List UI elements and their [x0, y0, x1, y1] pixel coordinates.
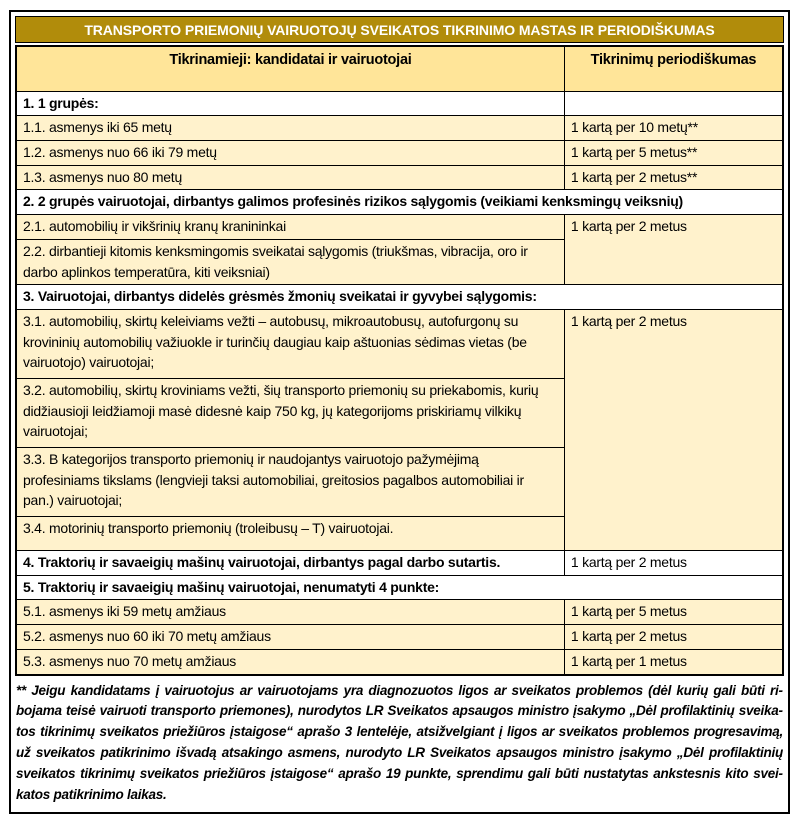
period-cell-1-3: 1 kartą per 2 metus** — [564, 165, 783, 190]
table-title: TRANSPORTO PRIEMONIŲ VAIRUOTOJŲ SVEIKATOS TIKRINIMO MASTAS IR PERIODIŠKUMAS — [15, 16, 784, 43]
label-cell-2-1: 2.1. automobilių ir vikšrinių kranų kranininkai — [16, 215, 564, 240]
period-cell-5-3: 1 kartą per 1 metus — [564, 649, 783, 674]
health-check-table — [15, 45, 784, 676]
label-cell-3-1: 3.1. automobilių, skirtų keleiviams vežti – autobusų, mikroautobusų, autofurgonų su krovininių automobilių važiuokle ir turinčių daugiau kaip aštuonias sėdimas vietas (be vairuotojo) vairuotojai; — [16, 309, 564, 378]
table-row-section-1 — [16, 91, 783, 116]
column-header-subjects: Tikrinamieji: kandidatai ir vairuotojai — [16, 46, 564, 91]
period-cell-5-1: 1 kartą per 5 metus — [564, 600, 783, 625]
table-row-5-2 — [16, 625, 783, 650]
footnote-text: ** Jeigu kandidatams į vairuotojus ar vairuotojams yra diagnozuotos ligos ar sveikatos problemos (dėl kurių gali būti ribojama teisė vairuoti transporto priemones), nurodytos LR Sveikatos apsaugos ministro įsakymo „Dėl profilaktinių sveikatos tikrinimų sveikatos priežiūros įstaigose“ aprašo 3 lentelėje, atsižvelgiant į ligos ar sveikatos problemos progresavimą, už sveikatos patikrinimo išvadą atsakingo asmens, nurodyto LR Sveikatos apsaugos ministro įsakymo „Dėl profilaktinių sveikatos tikrinimų sveikatos priežiūros įstaigose“ aprašo 19 punkte, sprendimu gali būti nustatytas ankstesnis kito sveikatos patikrinimo laikas. — [16, 682, 783, 803]
section-1-label-cell: 1. 1 grupės: — [16, 91, 564, 116]
label-cell-3-3: 3.3. B kategorijos transporto priemonių ir naudojantys vairuotojo pažymėjimą profesiniams tikslams (lengvieji taksi automobiliai, greitosios pagalbos automobiliai ir pan.) vairuotojai; — [16, 447, 564, 516]
section-2-label-cell: 2. 2 grupės vairuotojai, dirbantys galimos profesinės rizikos sąlygomis (veikiami kenksmingų veiksnių) — [16, 190, 783, 215]
section-1-empty-cell — [564, 91, 783, 116]
label-cell-5-2: 5.2. asmenys nuo 60 iki 70 metų amžiaus — [16, 625, 564, 650]
table-row-section-5 — [16, 575, 783, 600]
label-cell-3-4: 3.4. motorinių transporto priemonių (troleibusų – T) vairuotojai. — [16, 516, 564, 550]
table-row-3-1 — [16, 309, 783, 378]
table-row-1-1 — [16, 116, 783, 141]
document-frame — [9, 10, 790, 814]
label-cell-5-1: 5.1. asmenys iki 59 metų amžiaus — [16, 600, 564, 625]
table-row-4 — [16, 550, 783, 575]
label-cell-2-2: 2.2. dirbantieji kitomis kenksmingomis sveikatai sąlygomis (triukšmas, vibracija, oro ir darbo aplinkos temperatūra, kiti veiksniai) — [16, 239, 564, 284]
table-row-2-1 — [16, 215, 783, 240]
table-row-5-1 — [16, 600, 783, 625]
section-5-label-cell: 5. Traktorių ir savaeigių mašinų vairuotojai, nenumatyti 4 punkte: — [16, 575, 783, 600]
table-row-1-2 — [16, 140, 783, 165]
period-cell-4: 1 kartą per 2 metus — [564, 550, 783, 575]
period-cell-3-1-3-4: 1 kartą per 2 metus — [564, 309, 783, 550]
column-header-periodicity: Tikrinimų periodiškumas — [564, 46, 783, 91]
label-cell-3-2: 3.2. automobilių, skirtų kroviniams vežti, šių transporto priemonių su priekabomis, kurių didžiausioji leidžiamoji masė didesnė kaip 750 kg, jų kategorijoms priskiriamų vilkikų vairuotojai; — [16, 378, 564, 447]
label-cell-5-3: 5.3. asmenys nuo 70 metų amžiaus — [16, 649, 564, 674]
period-cell-2-1-2-2: 1 kartą per 2 metus — [564, 215, 783, 285]
period-cell-1-1: 1 kartą per 10 metų** — [564, 116, 783, 141]
table-row-section-2 — [16, 190, 783, 215]
period-cell-1-2: 1 kartą per 5 metus** — [564, 140, 783, 165]
section-3-label-cell: 3. Vairuotojai, dirbantys didelės grėsmės žmonių sveikatai ir gyvybei sąlygomis: — [16, 285, 783, 310]
label-cell-1-2: 1.2. asmenys nuo 66 iki 79 metų — [16, 140, 564, 165]
column-header-row — [16, 46, 783, 91]
label-cell-1-3: 1.3. asmenys nuo 80 metų — [16, 165, 564, 190]
table-row-section-3 — [16, 285, 783, 310]
period-cell-5-2: 1 kartą per 2 metus — [564, 625, 783, 650]
table-row-5-3 — [16, 649, 783, 674]
label-cell-1-1: 1.1. asmenys iki 65 metų — [16, 116, 564, 141]
label-cell-4: 4. Traktorių ir savaeigių mašinų vairuotojai, dirbantys pagal darbo sutartis. — [16, 550, 564, 575]
table-row-1-3 — [16, 165, 783, 190]
